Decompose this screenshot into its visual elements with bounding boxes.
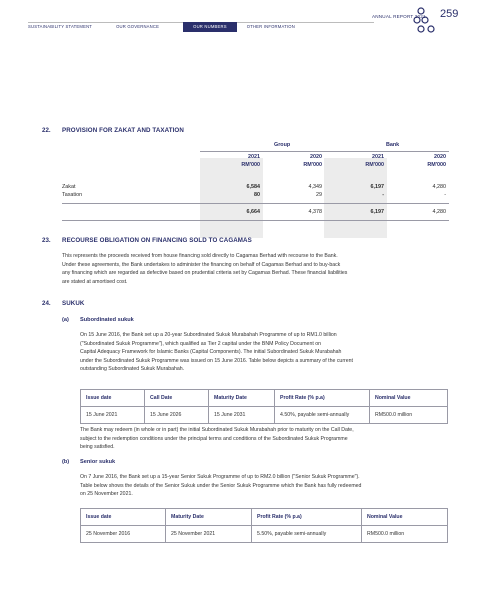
col-group-2020-year: 2020 [310, 154, 322, 160]
col-group-2020-unit: RM'000 [303, 162, 322, 168]
section-23-number: 23. [42, 237, 51, 244]
nav-other-information[interactable]: OTHER INFORMATION [246, 24, 295, 29]
page-number: 259 [440, 8, 459, 20]
group-2021-shade [200, 158, 263, 238]
sub-b-profit-rate: 5.50%, payable semi-annually [252, 526, 362, 543]
sub-a-line-1: On 15 June 2016, the Bank set up a 20-year Subordinated Sukuk Murabahah Programme of up to RM1.0 billion [80, 332, 337, 338]
col-bank-2021-year: 2021 [372, 154, 384, 160]
col-bank-2020-year: 2020 [434, 154, 446, 160]
sub-a-line-3: Capital Adequacy Framework for Islamic Banks (Capital Components). The initial Subordinated Sukuk Murabahah [80, 349, 342, 356]
sub-a-after-line-3: being satisfied. [80, 444, 115, 451]
sub-a-th-issue-date: Issue date [81, 390, 145, 407]
sub-a-title: Subordinated sukuk [80, 317, 134, 323]
taxation-group-2021: 80 [254, 192, 260, 198]
sub-a-maturity-date: 15 June 2031 [209, 407, 275, 424]
table-row [81, 526, 448, 543]
total-group-2021: 6,664 [246, 209, 260, 215]
nav-our-governance[interactable]: OUR GOVERNANCE [116, 24, 160, 29]
sub-a-profit-rate: 4.50%, payable semi-annually [275, 407, 370, 424]
section-24-title: SUKUK [62, 300, 85, 307]
zakat-bank-2021: 6,197 [370, 184, 384, 190]
taxation-bank-2021: - [382, 192, 384, 198]
nav-sustainability-statement[interactable]: SUSTAINABILITY STATEMENT [28, 24, 93, 29]
sub-b-line-2: Table below shows the details of the Senior Sukuk under the Senior Sukuk Programme which the Bank has fully redeemed [80, 482, 362, 489]
sub-b-issue-date: 25 November 2016 [81, 526, 166, 543]
sub-b-letter: (b) [62, 459, 70, 465]
bank-header-rule [324, 151, 449, 152]
bank-header: Bank [386, 142, 400, 148]
total-group-2020: 4,378 [308, 209, 322, 215]
table-row [81, 407, 448, 424]
total-bank-2021: 6,197 [370, 209, 384, 215]
sub-a-line-5: outstanding Subordinated Sukuk Murabahah. [80, 366, 185, 373]
sub-a-issue-date: 15 June 2021 [81, 407, 145, 424]
sub-a-nominal-value: RM500.0 million [370, 407, 448, 424]
sub-b-th-nominal-value: Nominal Value [362, 509, 448, 526]
sub-b-nominal-value: RM500.0 million [362, 526, 448, 543]
col-group-2021-year: 2021 [248, 154, 260, 160]
sub-a-letter: (a) [62, 317, 69, 323]
total-bottom-rule [62, 220, 449, 221]
sub-b-body [80, 473, 448, 499]
row-zakat-label: Zakat [62, 184, 76, 190]
sub-a-th-call-date: Call Date [145, 390, 209, 407]
sub-a-after-line-2: subject to the redemption conditions under the principal terms and conditions of the Subordinated Sukuk Programme [80, 435, 348, 442]
group-header: Group [274, 142, 291, 148]
sub-b-maturity-date: 25 November 2021 [166, 526, 252, 543]
bank-logo-icon [412, 6, 440, 34]
section-23-line-1: This represents the proceeds received from house financing sold directly to Cagamas Berhad with recourse to the Bank. [62, 253, 338, 259]
section-24-number: 24. [42, 300, 51, 307]
total-bank-2020: 4,280 [432, 209, 446, 215]
sub-a-call-date: 15 June 2026 [145, 407, 209, 424]
sub-b-th-profit-rate: Profit Rate (% p.a) [252, 509, 362, 526]
sub-a-th-profit-rate: Profit Rate (% p.a) [275, 390, 370, 407]
sub-b-th-maturity-date: Maturity Date [166, 509, 252, 526]
sub-a-after-line-1: The Bank may redeem (in whole or in part) the initial Subordinated Sukuk Murabahah prior to maturity on the Call Date, [80, 427, 354, 433]
sub-a-th-nominal-value: Nominal Value [370, 390, 448, 407]
sub-a-th-maturity-date: Maturity Date [209, 390, 275, 407]
sub-b-line-3: on 25 November 2021. [80, 491, 133, 498]
group-header-rule [200, 151, 325, 152]
section-23-line-4: are stated at amortised cost. [62, 278, 128, 285]
total-top-rule [62, 203, 449, 204]
section-23-title: RECOURSE OBLIGATION ON FINANCING SOLD TO CAGAMAS [62, 237, 252, 244]
col-group-2021-unit: RM'000 [241, 162, 260, 168]
sub-b-line-1: On 7 June 2016, the Bank set up a 15-year Senior Sukuk Programme of up to RM2.0 billion ("Senior Sukuk Programme"). [80, 474, 360, 480]
row-taxation-label: Taxation [62, 192, 83, 198]
nav-our-numbers[interactable]: OUR NUMBERS [183, 22, 237, 32]
section-22-title: PROVISION FOR ZAKAT AND TAXATION [62, 127, 184, 134]
zakat-group-2021: 6,584 [246, 184, 260, 190]
section-22-number: 22. [42, 127, 51, 134]
sub-b-title: Senior sukuk [80, 459, 116, 465]
taxation-group-2020: 29 [316, 192, 322, 198]
zakat-group-2020: 4,349 [308, 184, 322, 190]
col-bank-2020-unit: RM'000 [427, 162, 446, 168]
section-23-line-3: any financing which are regarded as defective based on prudential criteria set by Cagamas Berhad. These financial liabilities [62, 270, 348, 277]
bank-2021-shade [324, 158, 387, 238]
sub-a-line-2: ("Subordinated Sukuk Programme"), which qualified as Tier 2 capital under the BNM Policy Document on [80, 340, 321, 347]
sub-b-th-issue-date: Issue date [81, 509, 166, 526]
taxation-bank-2020: - [444, 192, 446, 198]
subordinated-sukuk-table [80, 389, 448, 424]
senior-sukuk-table [80, 508, 448, 543]
section-nav [28, 22, 319, 32]
col-bank-2021-unit: RM'000 [365, 162, 384, 168]
sub-a-body [80, 331, 448, 374]
annual-report-label: ANNUAL REPORT 2021 [372, 14, 426, 19]
zakat-bank-2020: 4,280 [432, 184, 446, 190]
section-23-line-2: Under these agreements, the Bank undertakes to administer the financing on behalf of Cagamas Berhad and to buy-back [62, 261, 341, 268]
sub-a-after-body [80, 426, 448, 452]
sub-a-line-4: under the Subordinated Sukuk Programme was issued on 15 June 2016. Table below depicts a summary of the current [80, 357, 353, 364]
section-23-body [62, 252, 448, 286]
